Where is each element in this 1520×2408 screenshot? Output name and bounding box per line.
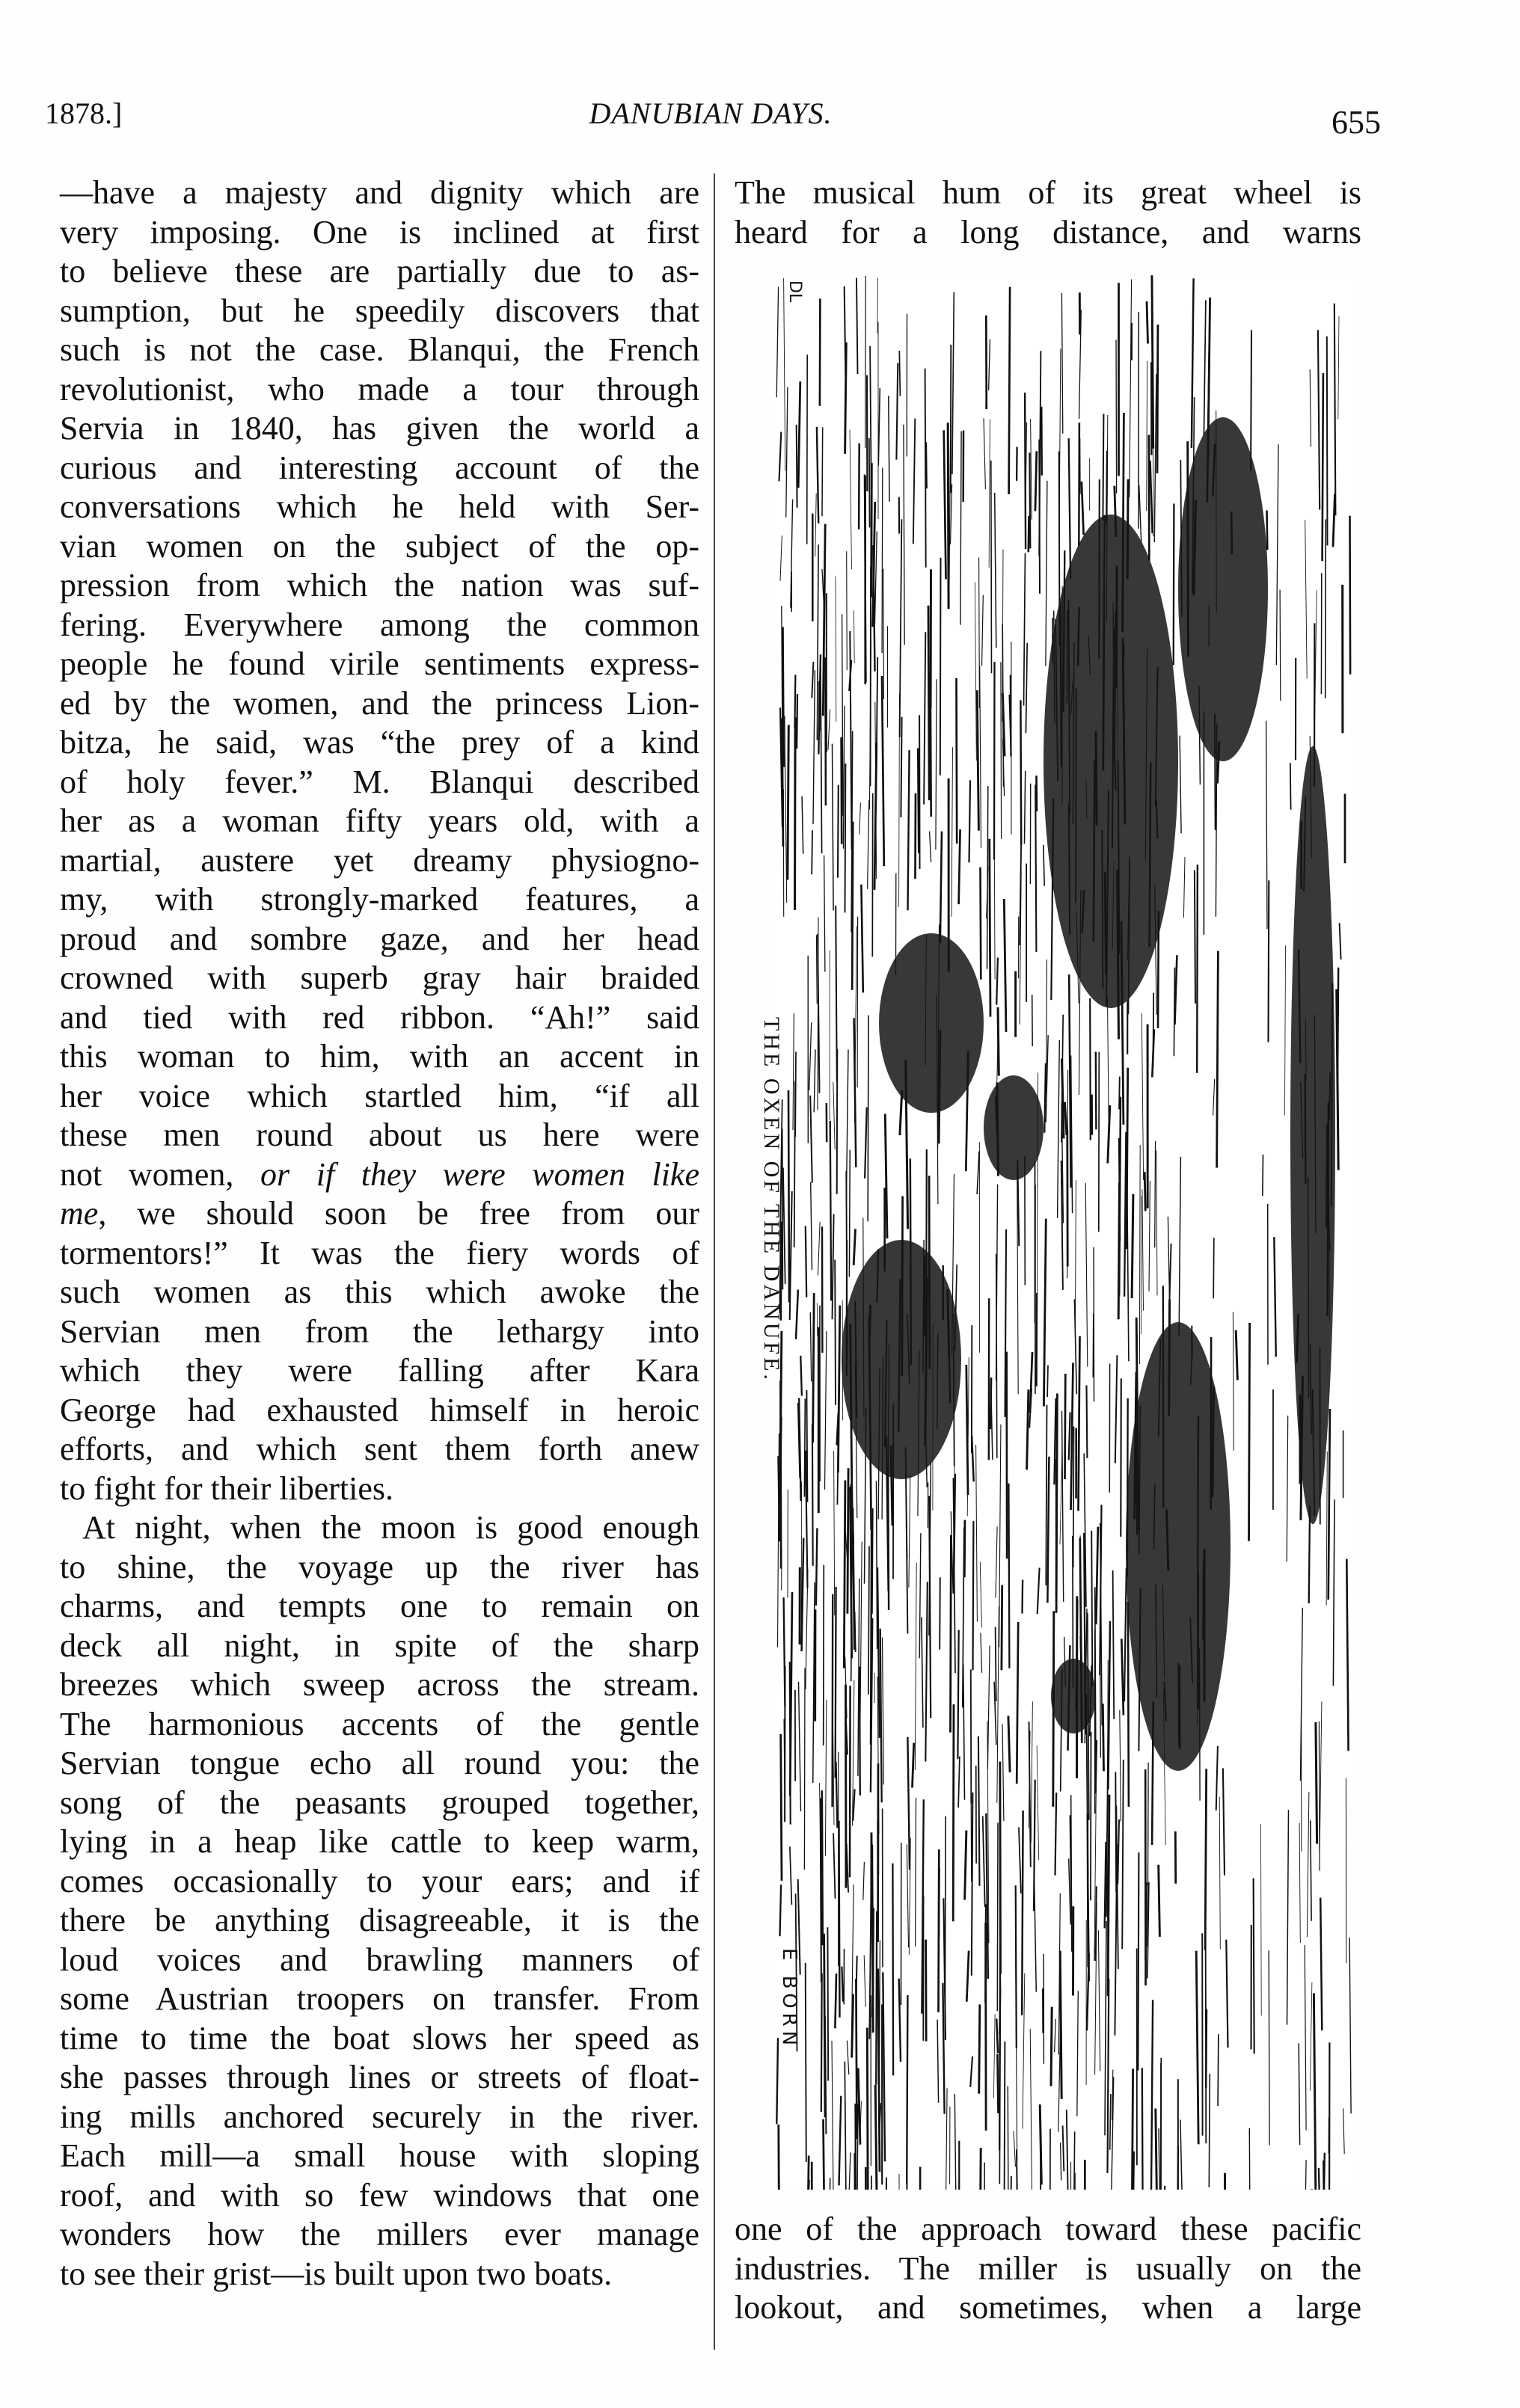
text-line: pression from which the nation was suf- bbox=[60, 567, 699, 603]
article-title: DANUBIAN DAYS. bbox=[589, 96, 833, 130]
text-line: Servian men from the lethargy into bbox=[60, 1312, 699, 1350]
text-line: loud voices and brawling manners of bbox=[60, 1941, 699, 1978]
text-line: revolutionist, who made a tour through bbox=[60, 370, 699, 408]
text-line: wonders how the millers ever manage bbox=[60, 2216, 699, 2252]
ox-shape bbox=[879, 933, 984, 1113]
text-line: Servian tongue echo all round you: the bbox=[60, 1745, 699, 1781]
caption-text: THE OXEN OF THE DANUFE. bbox=[759, 1017, 784, 1383]
cloud-shade bbox=[1290, 746, 1335, 1524]
text-line: her as a woman fifty years old, with a bbox=[60, 802, 699, 839]
text-line: At night, when the moon is good enough bbox=[82, 1509, 699, 1546]
text-line: one of the approach toward these pacific bbox=[735, 2211, 1361, 2247]
left-paragraph-1-part-1 bbox=[60, 173, 699, 1155]
illustration-caption bbox=[754, 1017, 784, 1421]
text-line: very imposing. One is inclined at first bbox=[60, 213, 699, 251]
text-line: my, with strongly-marked features, a bbox=[60, 881, 699, 918]
text-line: ing mills anchored securely in the river. bbox=[60, 2098, 699, 2135]
text-line: song of the peasants grouped together, bbox=[60, 1784, 699, 1821]
column-divider bbox=[714, 173, 715, 2350]
text-line: heard for a long distance, and warns bbox=[735, 213, 1361, 251]
text-line: efforts, and which sent them forth anew bbox=[60, 1431, 699, 1467]
text-line: conversations which he held with Ser- bbox=[60, 488, 699, 525]
text-line: lying in a heap like cattle to keep warm, bbox=[60, 1823, 699, 1860]
text-run: not women, bbox=[60, 1155, 260, 1193]
text-line: Servia in 1840, has given the world a bbox=[60, 410, 699, 446]
engraving-illustration bbox=[774, 275, 1354, 2190]
text-line: time to time the boat slows her speed as bbox=[60, 2019, 699, 2057]
text-line: breezes which sweep across the stream. bbox=[60, 1666, 699, 1703]
text-line: vian women on the subject of the op- bbox=[60, 527, 699, 565]
text-line: deck all night, in spite of the sharp bbox=[60, 1627, 699, 1664]
right-column-top bbox=[735, 173, 1361, 252]
text-line: tormentors!” It was the fiery words of bbox=[60, 1234, 699, 1271]
tree-mass bbox=[1044, 515, 1178, 1008]
text-line: The musical hum of its great wheel is bbox=[735, 174, 1361, 211]
ox-shape bbox=[842, 1240, 961, 1479]
italic-text-run: or if they were women like bbox=[260, 1155, 699, 1193]
left-column bbox=[60, 173, 699, 2294]
ox-shape bbox=[1051, 1659, 1096, 1733]
text-line: such is not the case. Blanqui, the French bbox=[60, 331, 699, 368]
text-line: martial, austere yet dreamy physiogno- bbox=[60, 841, 699, 879]
text-line: bitza, he said, was “the prey of a kind bbox=[60, 724, 699, 761]
text-line: to see their grist—is built upon two boats. bbox=[60, 2255, 613, 2292]
text-line: fering. Everywhere among the common bbox=[60, 606, 699, 643]
text-line-italic bbox=[60, 1155, 699, 1195]
signature-text: E BORN bbox=[778, 1948, 800, 2051]
text-line: to believe these are partially due to as- bbox=[60, 253, 699, 289]
text-line: Each mill—a small house with sloping bbox=[60, 2137, 699, 2174]
text-line: which they were falling after Kara bbox=[60, 1352, 699, 1389]
running-head bbox=[0, 96, 1520, 148]
text-line: to shine, the voyage up the river has bbox=[60, 1548, 699, 1585]
text-line: there be anything disagreeable, it is the bbox=[60, 1902, 699, 1938]
text-line: she passes through lines or streets of float- bbox=[60, 2059, 699, 2095]
text-line: —have a majesty and dignity which are bbox=[60, 174, 699, 211]
right-column-bottom bbox=[735, 2210, 1361, 2328]
issue-year: 1878.] bbox=[45, 96, 123, 130]
text-line: to fight for their liberties. bbox=[60, 1469, 393, 1507]
engraver-monogram bbox=[782, 280, 804, 370]
text-line: comes occasionally to your ears; and if bbox=[60, 1862, 699, 1899]
tree-mass bbox=[1126, 1322, 1231, 1771]
left-paragraph-1-part-2 bbox=[60, 1234, 699, 1469]
italic-text-run: me bbox=[60, 1195, 99, 1232]
text-line: people he found virile sentiments express- bbox=[60, 645, 699, 682]
text-line: charms, and tempts one to remain on bbox=[60, 1588, 699, 1624]
text-line: roof, and with so few windows that one bbox=[60, 2176, 699, 2214]
text-line: curious and interesting account of the bbox=[60, 449, 699, 486]
text-line: such women as this which awoke the bbox=[60, 1274, 699, 1310]
text-line: proud and sombre gaze, and her head bbox=[60, 920, 699, 957]
text-line: crowned with superb gray hair braided bbox=[60, 959, 699, 996]
text-line: sumption, but he speedily discovers that bbox=[60, 292, 699, 329]
text-line: some Austrian troopers on transfer. From bbox=[60, 1980, 699, 2017]
page-number: 655 bbox=[1331, 104, 1381, 141]
tree-mass bbox=[1178, 417, 1268, 761]
text-line: of holy fever.” M. Blanqui described bbox=[60, 763, 699, 800]
text-line: and tied with red ribbon. “Ah!” said bbox=[60, 998, 699, 1036]
artist-signature bbox=[778, 1948, 800, 2143]
text-line: ed by the women, and the princess Lion- bbox=[60, 684, 699, 722]
monogram-text: DL bbox=[785, 280, 804, 303]
text-line: industries. The miller is usually on the bbox=[735, 2249, 1361, 2287]
text-line-italic bbox=[60, 1194, 699, 1234]
ox-shape bbox=[984, 1075, 1044, 1180]
text-line: The harmonious accents of the gentle bbox=[60, 1705, 699, 1742]
text-line: this woman to him, with an accent in bbox=[60, 1038, 699, 1075]
engraving-art bbox=[774, 275, 1354, 2190]
text-run: , we should soon be free from our bbox=[98, 1195, 699, 1232]
left-paragraph-2 bbox=[60, 1508, 699, 2294]
text-line: lookout, and sometimes, when a large bbox=[735, 2289, 1361, 2326]
text-line: these men round about us here were bbox=[60, 1117, 699, 1153]
text-line: her voice which startled him, “if all bbox=[60, 1077, 699, 1114]
text-line: George had exhausted himself in heroic bbox=[60, 1391, 699, 1428]
